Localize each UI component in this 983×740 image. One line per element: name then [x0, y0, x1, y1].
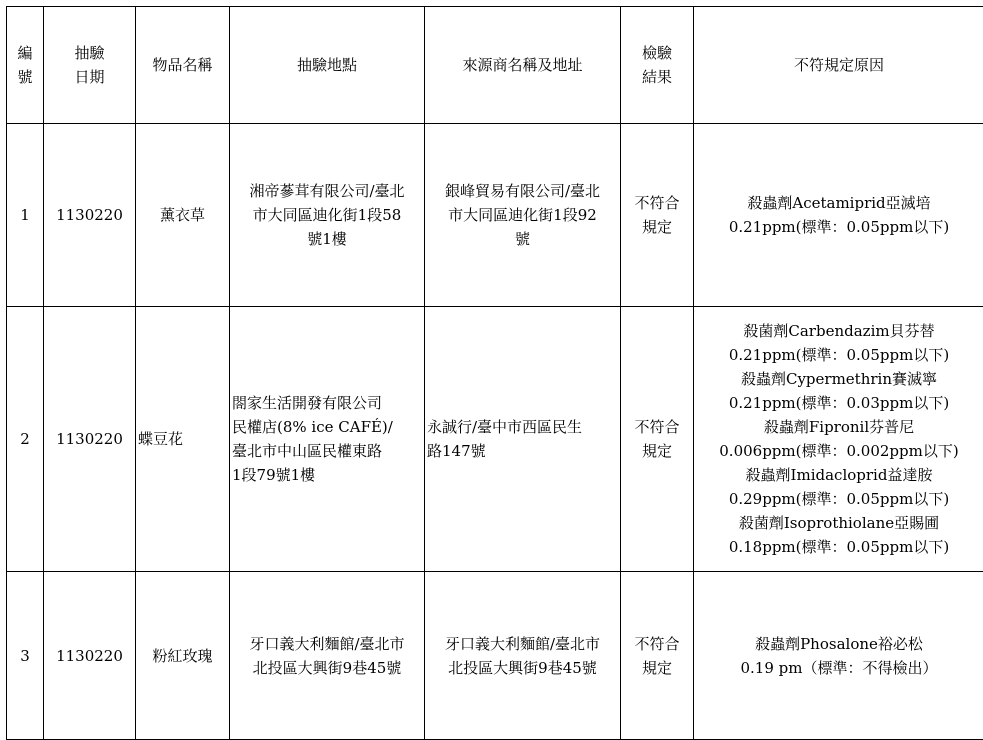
cell-date: 1130220 — [44, 124, 136, 307]
header-reason: 不符規定原因 — [694, 7, 983, 124]
cell-reason: 殺蟲劑Acetamiprid亞滅培 0.21ppm(標準：0.05ppm以下) — [694, 124, 983, 307]
cell-reason: 殺菌劑Carbendazim貝芬替 0.21ppm(標準：0.05ppm以下) 殺蟲劑Cypermethrin賽滅寧 0.21ppm(標準：0.03ppm以下) 殺蟲劑Fipronil芬普尼 0.006ppm(標準：0.002ppm以下) 殺蟲劑Imidacloprid益達胺 0.29ppm(標準：0.05ppm以下) 殺菌劑Isoprothiolane亞賜圃 0.18ppm(標準：0.05ppm以下) — [694, 307, 983, 572]
cell-result: 不符合 規定 — [621, 307, 694, 572]
cell-item: 薰衣草 — [136, 124, 230, 307]
cell-reason: 殺蟲劑Phosalone裕必松 0.19 pm（標準：不得檢出） — [694, 572, 983, 740]
cell-date: 1130220 — [44, 307, 136, 572]
header-location: 抽驗地點 — [230, 7, 425, 124]
cell-number: 2 — [7, 307, 44, 572]
cell-result: 不符合 規定 — [621, 572, 694, 740]
cell-source: 牙口義大利麵館/臺北市 北投區大興街9巷45號 — [425, 572, 621, 740]
cell-location: 牙口義大利麵館/臺北市 北投區大興街9巷45號 — [230, 572, 425, 740]
cell-item: 蝶豆花 — [136, 307, 230, 572]
table-row — [7, 124, 983, 307]
table-header-row — [7, 7, 983, 124]
inspection-table — [6, 6, 983, 740]
cell-item: 粉紅玫瑰 — [136, 572, 230, 740]
cell-date: 1130220 — [44, 572, 136, 740]
cell-location: 湘帝蔘茸有限公司/臺北 市大同區迪化街1段58 號1樓 — [230, 124, 425, 307]
header-result: 檢驗 結果 — [621, 7, 694, 124]
cell-number: 3 — [7, 572, 44, 740]
header-number: 編 號 — [7, 7, 44, 124]
cell-source: 銀峰貿易有限公司/臺北 市大同區迪化街1段92 號 — [425, 124, 621, 307]
header-item: 物品名稱 — [136, 7, 230, 124]
header-source: 來源商名稱及地址 — [425, 7, 621, 124]
cell-location: 閤家生活開發有限公司 民權店(8% ice CAFÉ)/ 臺北市中山區民權東路 1段79號1樓 — [230, 307, 425, 572]
cell-source: 永誠行/臺中市西區民生 路147號 — [425, 307, 621, 572]
table-row — [7, 572, 983, 740]
cell-result: 不符合 規定 — [621, 124, 694, 307]
cell-number: 1 — [7, 124, 44, 307]
table-row — [7, 307, 983, 572]
header-date: 抽驗 日期 — [44, 7, 136, 124]
